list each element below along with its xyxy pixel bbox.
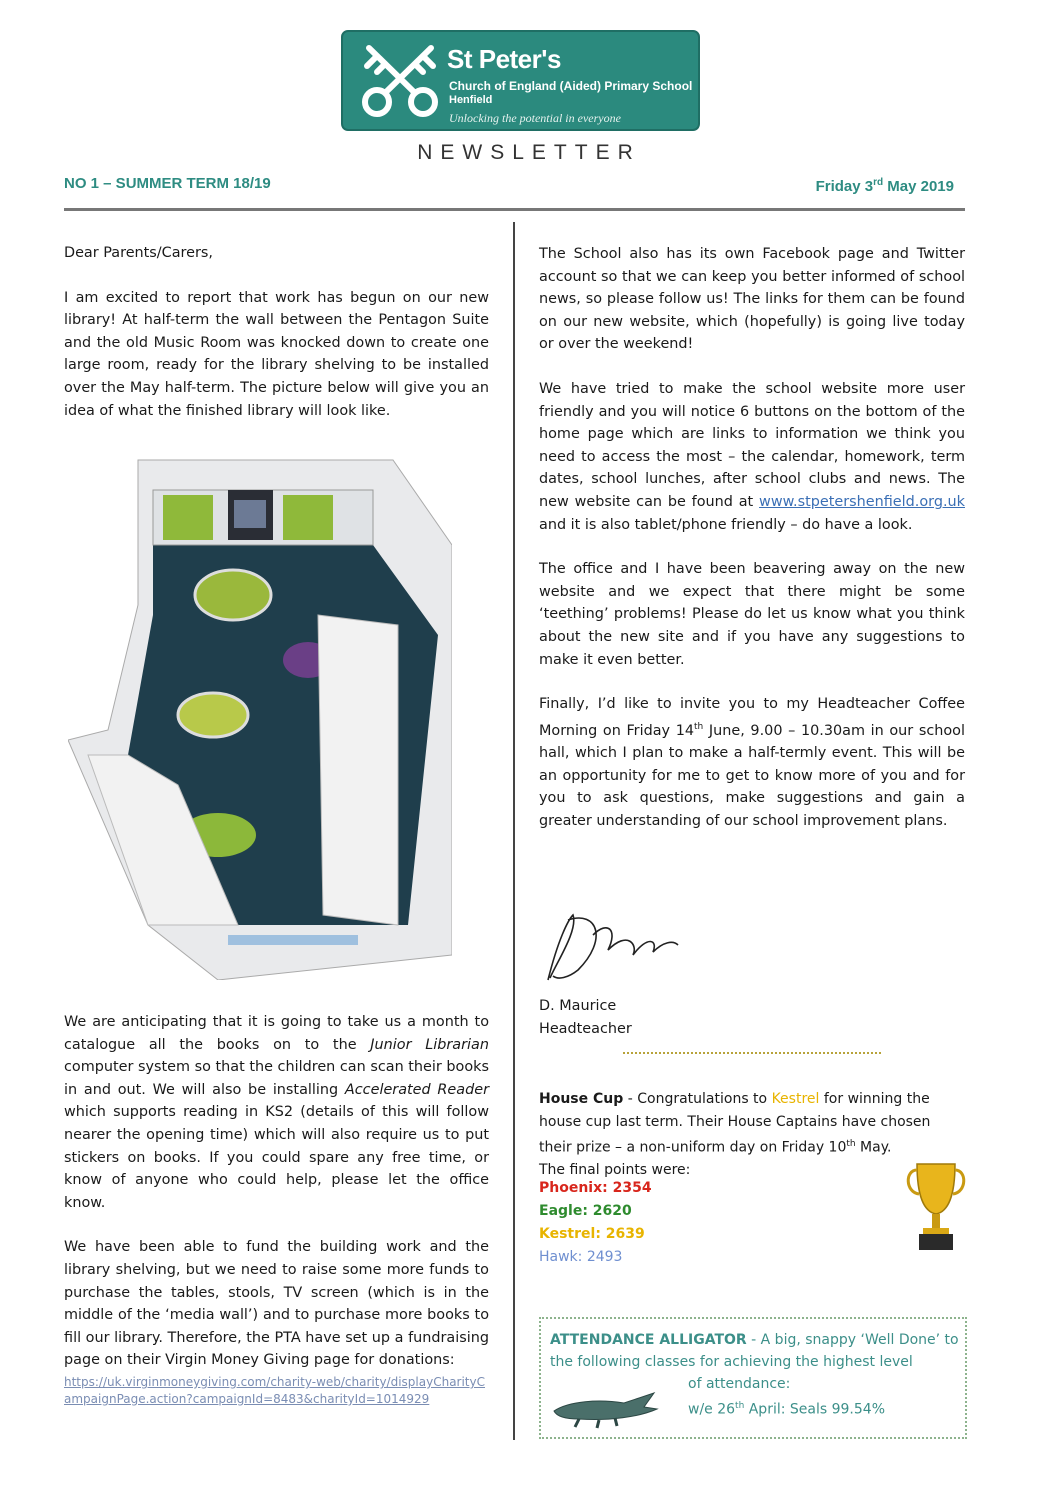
teething-paragraph: The office and I have been beavering away on the new website and we expect that there might be some ‘teething’ problems! Please do let us know what you think about the new site and if you have any suggestions to make it even better. <box>539 561 965 668</box>
junior-librarian-text: Junior Librarian <box>370 1036 489 1053</box>
accelerated-reader-text: Accelerated Reader <box>344 1081 490 1098</box>
attendance-body: - A big, snappy ‘Well Done’ to the following classes for achieving the highest level <box>550 1332 959 1370</box>
date-suffix: May 2019 <box>883 178 954 195</box>
issue-label: NO 1 – SUMMER TERM 18/19 <box>64 175 271 192</box>
house-cup-winner: Kestrel <box>771 1091 820 1107</box>
coffee-text-b: June, 9.00 – 10.30am in our school hall, which I plan to make a half-termly event. This will be an opportunity for me to get to know more of you and for you to ask questions, make suggestions and gain a greater understanding of our school improvement plans. <box>539 722 965 829</box>
school-town: Henfield <box>449 94 493 106</box>
attendance-line3-a: w/e 26 <box>688 1401 736 1418</box>
school-motto: Unlocking the potential in everyone <box>449 111 621 125</box>
attendance-title: ATTENDANCE ALLIGATOR <box>550 1332 747 1348</box>
final-points-label: The final points were: <box>539 1162 691 1179</box>
header-rule <box>64 208 965 211</box>
column-divider <box>513 222 515 1440</box>
right-column-body <box>539 243 965 854</box>
newsletter-heading: NEWSLETTER <box>417 141 641 164</box>
crossed-keys-icon <box>357 42 445 122</box>
date-sup: rd <box>873 177 884 188</box>
left-column-intro <box>64 242 489 444</box>
coffee-morning-paragraph <box>539 693 965 832</box>
points-kestrel: Kestrel: 2639 <box>539 1226 645 1242</box>
points-hawk: Hawk: 2493 <box>539 1249 623 1265</box>
house-cup-lead: House Cup <box>539 1091 624 1107</box>
coffee-text-a: Finally, I’d like to invite you to my Headteacher Coffee Morning on Friday 14 <box>539 696 965 739</box>
issue-date <box>816 177 954 195</box>
salutation: Dear Parents/Carers, <box>64 245 213 261</box>
house-cup-section <box>539 1088 965 1182</box>
website-text-b: and it is also tablet/phone friendly – do have a look. <box>539 516 913 533</box>
attendance-line3-sup: th <box>735 1401 745 1411</box>
school-name: St Peter's <box>447 44 561 74</box>
signoff-role: Headteacher <box>539 1020 632 1037</box>
donation-link[interactable]: https://uk.virginmoneygiving.com/charity-web/charity/displayCharityCampaignPage.action?campaignId=8483&charityId=1014929 <box>64 1374 485 1406</box>
website-paragraph <box>539 378 965 536</box>
school-subtitle: Church of England (Aided) Primary School <box>449 79 693 93</box>
signoff-name: D. Maurice <box>539 998 617 1014</box>
school-logo <box>341 30 700 131</box>
house-cup-sup: th <box>846 1139 856 1150</box>
catalogue-text-e: which supports reading in KS2 (details of this will follow nearer the opening time) which will also require us to put stickers on books. If you could spare any free time, or know of anyone who could help, please let the office know. <box>64 1104 489 1211</box>
attendance-line3-b: April: Seals 99.54% <box>744 1401 885 1418</box>
points-eagle: Eagle: 2620 <box>539 1203 632 1219</box>
website-link[interactable]: www.stpetershenfield.org.uk <box>759 493 965 510</box>
catalogue-text-c: computer system so that the children can scan their books in and out. We will also be installing <box>64 1059 489 1098</box>
signoff <box>539 995 965 1040</box>
alligator-icon <box>549 1379 659 1429</box>
attendance-line2: of attendance: <box>688 1376 791 1392</box>
catalogue-paragraph <box>64 1011 489 1214</box>
social-media-paragraph: The School also has its own Facebook page and Twitter account so that we can keep you better informed of school news, so please follow us! The links for them can be found on our new website, which (hopefully) is going live today or over the weekend! <box>539 246 965 353</box>
funding-paragraph: We have been able to fund the building work and the library shelving, but we need to raise some more funds to purchase the tables, stools, TV screen (which is in the middle of the ‘media wall’) and to purchase more books to fill our library. Therefore, the PTA have set up a fundraising page on their Virgin Money Giving page for donations: <box>64 1239 489 1369</box>
headteacher-signature <box>538 900 698 990</box>
coffee-sup: th <box>694 721 704 732</box>
website-text-a: We have tried to make the school website more user friendly and you will notice 6 buttons on the bottom of the home page which are links to information we think you need to access the most – the calendar, homework, term dates, school lunches, after school clubs and news. The new website can be found at <box>539 380 965 510</box>
house-cup-text-a: - Congratulations to <box>623 1091 772 1107</box>
house-cup-text-b: for winning the house cup last term. Their House Captains have chosen their prize – a non-uniform day on Friday 10 <box>539 1091 931 1156</box>
catalogue-text-a: We are anticipating that it is going to take us a month to catalogue all the books on to the <box>64 1014 489 1053</box>
library-plan-image <box>68 455 452 980</box>
house-cup-text-c: May. <box>855 1139 892 1156</box>
dotted-separator <box>623 1052 881 1054</box>
trophy-icon <box>903 1158 969 1254</box>
points-phoenix: Phoenix: 2354 <box>539 1180 652 1196</box>
date-prefix: Friday 3 <box>815 178 874 195</box>
attendance-box <box>539 1317 967 1439</box>
left-column-body <box>64 1011 489 1408</box>
library-paragraph: I am excited to report that work has begun on our new library! At half-term the wall between the Pentagon Suite and the old Music Room was knocked down to create one large room, ready for the library shelving to be installed over the May half-term. The picture below will give you an idea of what the finished library will look like. <box>64 289 489 419</box>
